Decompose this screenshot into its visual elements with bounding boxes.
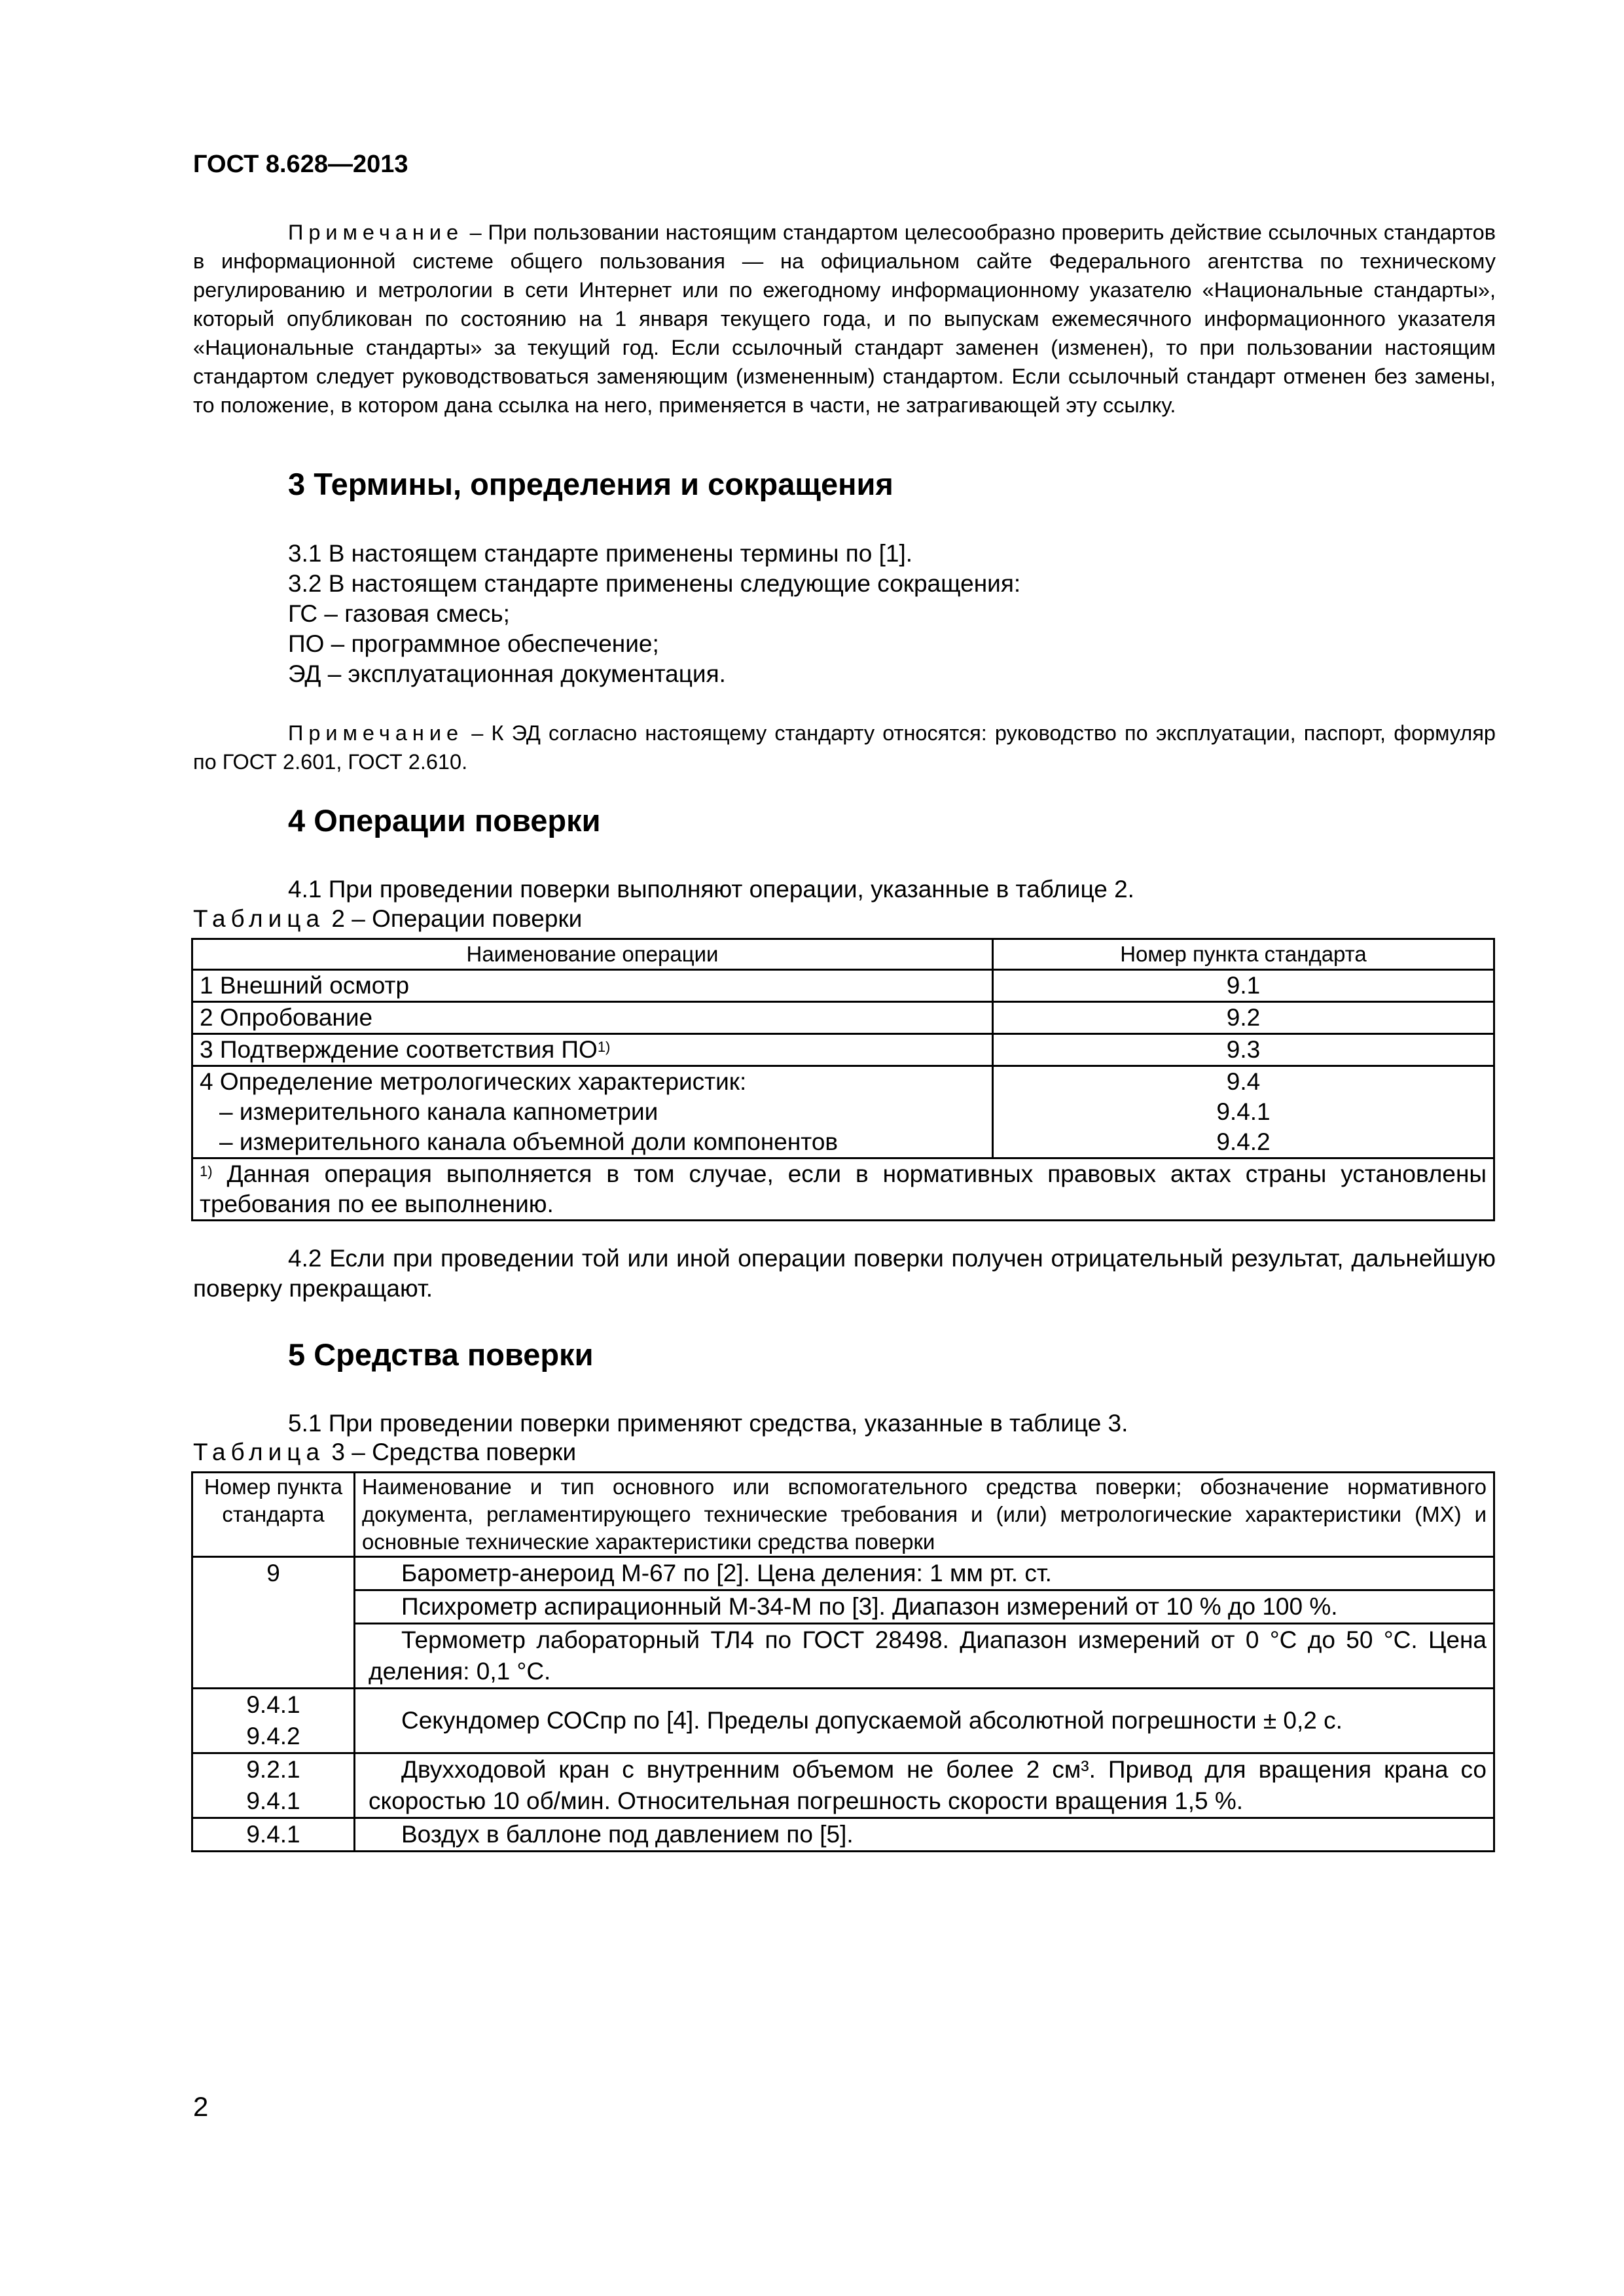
table-3-caption [193, 1439, 576, 1466]
table-row [192, 1818, 1494, 1852]
operation-clause: 9.4 [1226, 1068, 1261, 1095]
note-label: Примечание [288, 221, 464, 244]
clause-number: 9.4.1 9.4.2 [192, 1689, 355, 1753]
instrument-description [355, 1818, 1494, 1852]
footnote-text: Данная операция выполняется в том случае, если в нормативных правовых актах страны установлены требования по ее выполнению. [200, 1160, 1487, 1217]
table-header-row [192, 939, 1494, 970]
clause-number: 9.4.1 [192, 1818, 355, 1852]
operation-name: 1 Внешний осмотр [192, 970, 993, 1002]
note-text: – При пользовании настоящим стандартом целесообразно проверить действие ссылочных стандартов в информационной системе общего пользования — на официальном сайте Федерального агентства по техническому регулированию и метрологии в сети Интернет или по ежегодному информационному указателю «Национальные стандарты», который опубликован по состоянию на 1 января текущего года, и по выпускам ежемесячного информационного указателя «Национальные стандарты» за текущий год. Если ссылочный стандарт заменен (изменен), то при пользовании настоящим стандартом следует руководствоваться заменяющим (измененным) стандартом. Если ссылочный стандарт отменен без замены, то положение, в котором дана ссылка на него, применяется в части, не затрагивающей эту ссылку. [193, 221, 1496, 417]
section-4-title: 4 Операции поверки [288, 803, 601, 838]
table-caption-text: 2 – Операции поверки [325, 905, 583, 932]
operation-clause: 9.3 [993, 1034, 1494, 1066]
section-3-note [193, 719, 1496, 776]
table-label: Таблица [193, 1439, 325, 1465]
instrument-text: Воздух в баллоне под давлением по [5]. [401, 1821, 854, 1848]
table-row [192, 1590, 1494, 1624]
operation-clause: 9.4.1 [1216, 1098, 1271, 1125]
paragraph-4-2-text: 4.2 Если при проведении той или иной операции поверки получен отрицательный результат, дальнейшую поверку прекращают. [193, 1245, 1496, 1302]
operation-subitem: – измерительного канала объемной доли компонентов [219, 1128, 839, 1155]
page-number: 2 [193, 2091, 209, 2122]
operation-clause: 9.1 [993, 970, 1494, 1002]
instrument-text: Двухходовой кран с внутренним объемом не более 2 см³. Привод для вращения крана со скоростью 10 об/мин. Относительная погрешность скорости вращения 1,5 %. [369, 1756, 1487, 1814]
table-row [192, 1066, 1494, 1158]
paragraph-5-1: 5.1 При проведении поверки применяют средства, указанные в таблице 3. [288, 1410, 1128, 1437]
column-header: Наименование операции [192, 939, 993, 970]
paragraph-3-2: 3.2 В настоящем стандарте применены следующие сокращения: [288, 570, 1021, 597]
note-text: – К ЭД согласно настоящему стандарту относятся: руководство по эксплуатации, паспорт, формуляр по ГОСТ 2.601, ГОСТ 2.610. [193, 721, 1496, 774]
operation-name: 3 Подтверждение соответствия ПО [200, 1036, 598, 1063]
instrument-text: Термометр лабораторный ТЛ4 по ГОСТ 28498. Диапазон измерений от 0 °С до 50 °С. Цена деления: 0,1 °С. [369, 1626, 1487, 1685]
abbr-ed: ЭД – эксплуатационная документация. [288, 660, 726, 687]
instrument-description [355, 1590, 1494, 1624]
paragraph-4-1: 4.1 При проведении поверки выполняют операции, указанные в таблице 2. [288, 876, 1134, 903]
instrument-description [355, 1557, 1494, 1590]
paragraph-3-1: 3.1 В настоящем стандарте применены термины по [1]. [288, 540, 913, 567]
operation-name: 2 Опробование [192, 1002, 993, 1034]
column-header: Номер пункта стандарта [192, 1473, 355, 1557]
section-5-title: 5 Средства поверки [288, 1337, 594, 1372]
table-instruments [191, 1471, 1495, 1852]
footnote-ref: 1) [597, 1039, 611, 1055]
operation-subitem: – измерительного канала капнометрии [219, 1098, 659, 1125]
column-header: Наименование и тип основного или вспомогательного средства поверки; обозначение нормативного документа, регламентирующего технические требования и (или) метрологические характеристики (МХ) и основные технические характеристики средства поверки [355, 1473, 1494, 1557]
footnote-mark: 1) [200, 1163, 213, 1179]
table-2-caption [193, 905, 582, 933]
paragraph-4-2 [193, 1244, 1496, 1304]
operation-name-cell [192, 1034, 993, 1066]
operation-clause-cell [993, 1066, 1494, 1158]
intro-note [193, 218, 1496, 420]
instrument-description [355, 1689, 1494, 1753]
table-footnote-row [192, 1158, 1494, 1221]
section-3-title: 3 Термины, определения и сокращения [288, 467, 893, 501]
column-header: Номер пункта стандарта [993, 939, 1494, 970]
operation-clause: 9.4.2 [1216, 1128, 1271, 1155]
table-row [192, 1034, 1494, 1066]
instrument-text: Психрометр аспирационный М-34-М по [3]. Диапазон измерений от 10 % до 100 %. [401, 1593, 1338, 1620]
table-row [192, 970, 1494, 1002]
instrument-description [355, 1624, 1494, 1689]
operation-name: 4 Определение метрологических характеристик: [200, 1068, 747, 1095]
instrument-text: Барометр-анероид М-67 по [2]. Цена деления: 1 мм рт. ст. [401, 1560, 1052, 1587]
table-caption-text: 3 – Средства поверки [325, 1439, 577, 1465]
instrument-description [355, 1753, 1494, 1818]
table-row [192, 1689, 1494, 1753]
table-row [192, 1002, 1494, 1034]
clause-number: 9 [192, 1557, 355, 1689]
table-header-row [192, 1473, 1494, 1557]
operation-clause: 9.2 [993, 1002, 1494, 1034]
table-row [192, 1624, 1494, 1689]
table-footnote [192, 1158, 1494, 1221]
operation-name-cell [192, 1066, 993, 1158]
note-label: Примечание [288, 721, 464, 745]
table-row [192, 1557, 1494, 1590]
abbr-po: ПО – программное обеспечение; [288, 630, 659, 657]
instrument-text: Секундомер СОСпр по [4]. Пределы допускаемой абсолютной погрешности ± 0,2 с. [401, 1707, 1343, 1734]
clause-number: 9.2.1 9.4.1 [192, 1753, 355, 1818]
document-id: ГОСТ 8.628—2013 [193, 151, 408, 178]
table-row [192, 1753, 1494, 1818]
abbr-gs: ГС – газовая смесь; [288, 600, 510, 627]
table-operations [191, 938, 1495, 1221]
table-label: Таблица [193, 905, 325, 932]
